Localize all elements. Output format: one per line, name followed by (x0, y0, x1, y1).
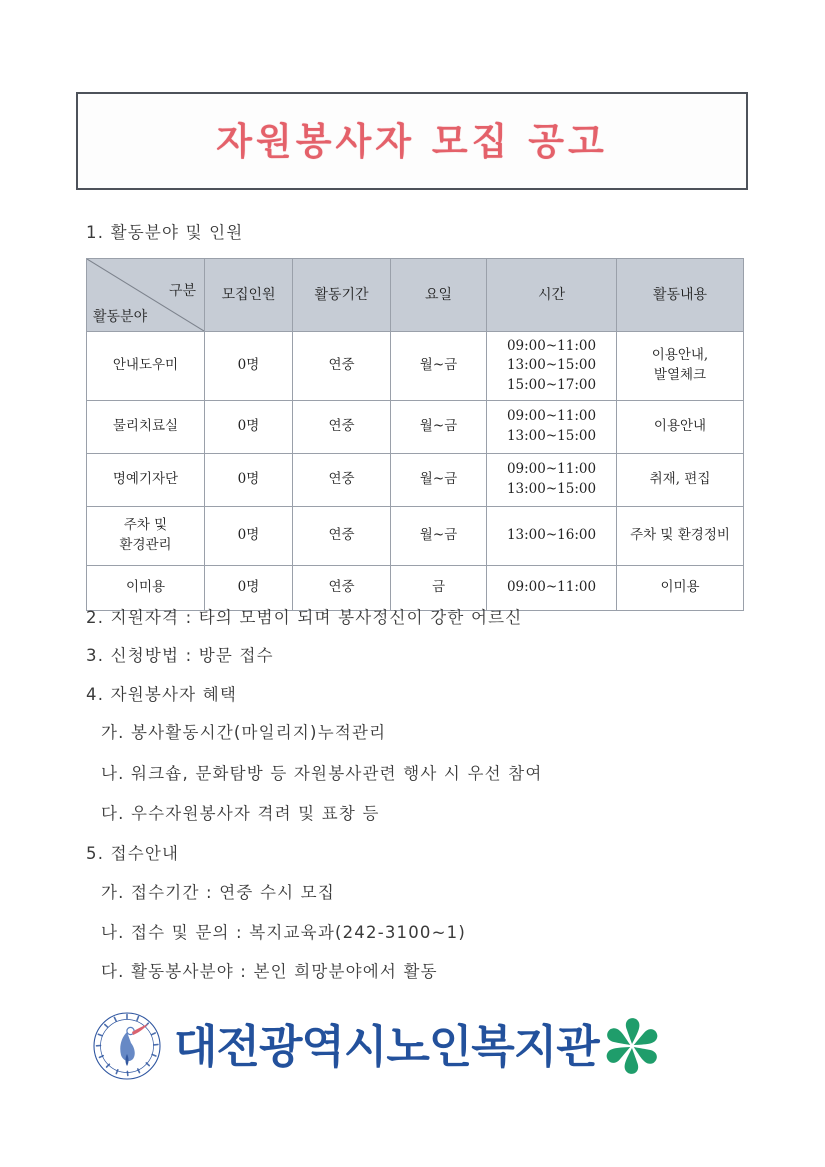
cell-count: 0명 (205, 401, 293, 454)
table-row (87, 507, 744, 566)
cell-period: 연중 (293, 454, 391, 507)
cell-content: 이미용 (617, 566, 744, 611)
section-1-heading: 1. 활동분야 및 인원 (86, 223, 244, 242)
cell-time: 09:00~11:00 13:00~15:00 (487, 401, 617, 454)
activity-table (86, 258, 744, 611)
cell-count: 0명 (205, 332, 293, 401)
organization-name: 대전광역시노인복지관 (174, 1019, 599, 1073)
section-4-item-1: 가. 봉사활동시간(마일리지)누적관리 (101, 723, 387, 742)
activity-table-wrapper (86, 258, 743, 611)
cell-period: 연중 (293, 566, 391, 611)
section-4-item-3: 다. 우수자원봉사자 격려 및 표창 등 (101, 804, 380, 823)
cell-content: 이용안내, 발열체크 (617, 332, 744, 401)
section-5-heading: 5. 접수안내 (86, 844, 180, 863)
cell-field: 주차 및 환경관리 (87, 507, 205, 566)
green-flower-icon (601, 1015, 663, 1077)
circular-emblem-icon (86, 1005, 168, 1087)
cell-field: 물리치료실 (87, 401, 205, 454)
table-head (87, 259, 744, 332)
cell-days: 금 (391, 566, 487, 611)
cell-field: 이미용 (87, 566, 205, 611)
section-5-item-2: 나. 접수 및 문의 : 복지교육과(242-3100~1) (101, 923, 466, 942)
table-header-row (87, 259, 744, 332)
cell-content: 이용안내 (617, 401, 744, 454)
corner-label-top: 구분 (168, 283, 196, 299)
section-5-item-3: 다. 활동봉사분야 : 본인 희망분야에서 활동 (101, 962, 438, 981)
cell-time: 09:00~11:00 (487, 566, 617, 611)
section-2-line: 2. 지원자격 : 타의 모범이 되며 봉사정신이 강한 어르신 (86, 608, 523, 627)
section-4-heading: 4. 자원봉사자 혜택 (86, 685, 238, 704)
cell-field: 안내도우미 (87, 332, 205, 401)
table-row (87, 401, 744, 454)
section-3-line: 3. 신청방법 : 방문 접수 (86, 646, 274, 665)
table-corner-cell (87, 259, 205, 332)
cell-days: 월~금 (391, 401, 487, 454)
cell-count: 0명 (205, 454, 293, 507)
cell-days: 월~금 (391, 507, 487, 566)
column-header-time: 시간 (487, 259, 617, 332)
cell-period: 연중 (293, 332, 391, 401)
cell-field: 명예기자단 (87, 454, 205, 507)
cell-period: 연중 (293, 507, 391, 566)
cell-count: 0명 (205, 507, 293, 566)
title-box (76, 92, 748, 190)
cell-days: 월~금 (391, 332, 487, 401)
footer-logo (86, 998, 706, 1094)
cell-time: 13:00~16:00 (487, 507, 617, 566)
table-body (87, 332, 744, 611)
cell-content: 취재, 편집 (617, 454, 744, 507)
corner-label-bottom: 활동분야 (93, 308, 148, 325)
page-title: 자원봉사자 모집 공고 (216, 119, 608, 163)
column-header-period: 활동기간 (293, 259, 391, 332)
cell-period: 연중 (293, 401, 391, 454)
cell-count: 0명 (205, 566, 293, 611)
cell-days: 월~금 (391, 454, 487, 507)
column-header-content: 활동내용 (617, 259, 744, 332)
cell-content: 주차 및 환경정비 (617, 507, 744, 566)
column-header-count: 모집인원 (205, 259, 293, 332)
table-row (87, 454, 744, 507)
section-5-item-1: 가. 접수기간 : 연중 수시 모집 (101, 883, 335, 902)
section-4-item-2: 나. 워크숍, 문화탐방 등 자원봉사관련 행사 시 우선 참여 (101, 764, 543, 783)
cell-time: 09:00~11:00 13:00~15:00 (487, 454, 617, 507)
table-row (87, 332, 744, 401)
cell-time: 09:00~11:00 13:00~15:00 15:00~17:00 (487, 332, 617, 401)
column-header-days: 요일 (391, 259, 487, 332)
